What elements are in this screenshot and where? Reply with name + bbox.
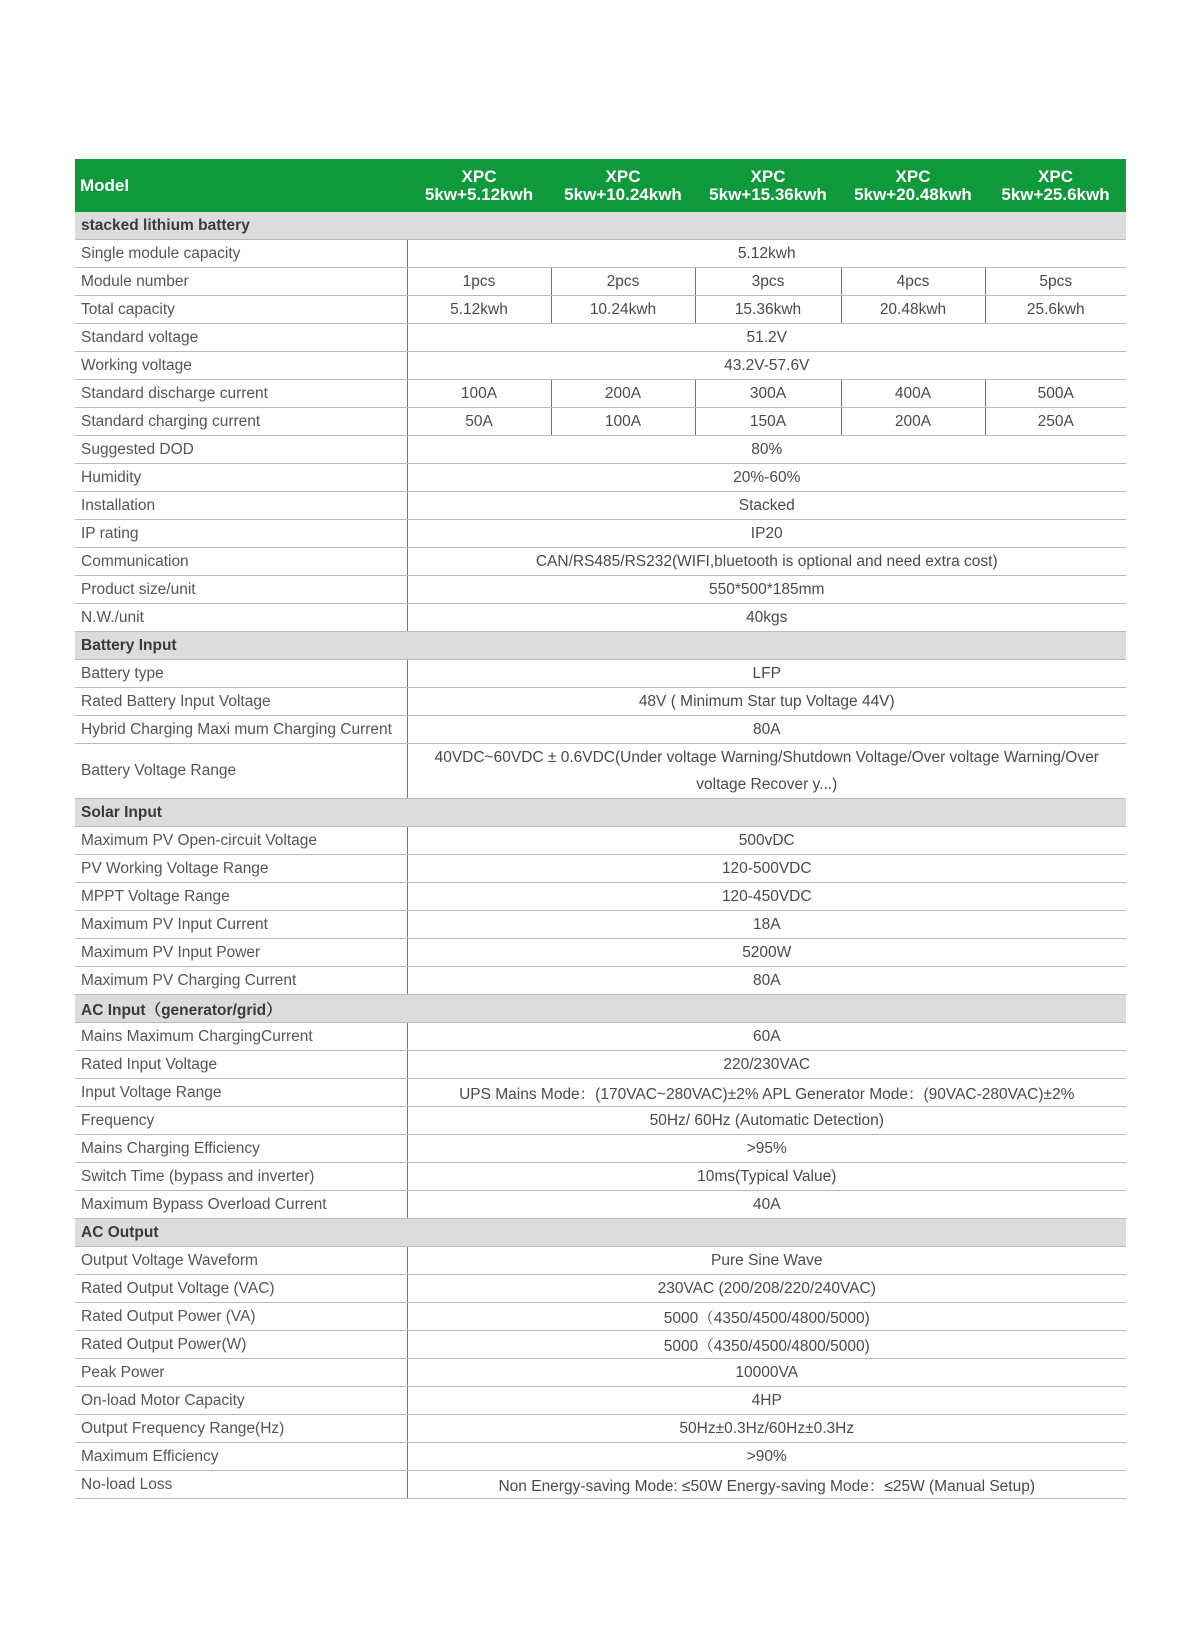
table-row (75, 1415, 1126, 1443)
table-row (75, 1163, 1126, 1191)
table-row (75, 911, 1126, 939)
table-row (75, 380, 1126, 408)
row-value: 1pcs (407, 268, 551, 296)
table-row (75, 1023, 1126, 1051)
row-label: Humidity (75, 464, 407, 492)
row-label: N.W./unit (75, 604, 407, 632)
table-row (75, 1191, 1126, 1219)
row-label: Product size/unit (75, 576, 407, 604)
row-label: Total capacity (75, 296, 407, 324)
row-value-text: 40VDC~60VDC ± 0.6VDC(Under voltage Warning/Shutdown Voltage/Over voltage Warning/Over voltage Recover y...) (434, 749, 1099, 793)
row-value: 15.36kwh (695, 296, 841, 324)
model-config: 5kw+25.6kwh (1001, 184, 1110, 204)
row-value (407, 744, 1126, 799)
table-row (75, 408, 1126, 436)
model-header-2 (551, 159, 695, 212)
table-row (75, 883, 1126, 911)
model-series: XPC (461, 166, 497, 186)
row-label: Rated Battery Input Voltage (75, 688, 407, 716)
row-value: 43.2V-57.6V (407, 352, 1126, 380)
section-title: stacked lithium battery (75, 212, 1126, 240)
row-label: Mains Maximum ChargingCurrent (75, 1023, 407, 1051)
row-label: Maximum PV Charging Current (75, 967, 407, 995)
table-row (75, 716, 1126, 744)
table-row (75, 240, 1126, 268)
row-label: Battery Voltage Range (75, 744, 407, 799)
row-label: Suggested DOD (75, 436, 407, 464)
row-value: Non Energy-saving Mode: ≤50W Energy-saving Mode：≤25W (Manual Setup) (407, 1471, 1126, 1499)
row-label: Input Voltage Range (75, 1079, 407, 1107)
table-row (75, 1331, 1126, 1359)
row-value: 120-450VDC (407, 883, 1126, 911)
row-value: 300A (695, 380, 841, 408)
row-label: Maximum Efficiency (75, 1443, 407, 1471)
row-label: Maximum PV Open-circuit Voltage (75, 827, 407, 855)
row-value: 20%-60% (407, 464, 1126, 492)
row-label: Standard charging current (75, 408, 407, 436)
row-value: 230VAC (200/208/220/240VAC) (407, 1275, 1126, 1303)
row-value: 400A (841, 380, 985, 408)
row-label: Communication (75, 548, 407, 576)
section-title: AC Input（generator/grid） (75, 995, 1126, 1023)
section-header (75, 1219, 1126, 1247)
row-label: Installation (75, 492, 407, 520)
row-value: 220/230VAC (407, 1051, 1126, 1079)
table-row (75, 1247, 1126, 1275)
table-row (75, 827, 1126, 855)
row-label: Maximum PV Input Power (75, 939, 407, 967)
row-value: 5000（4350/4500/4800/5000) (407, 1303, 1126, 1331)
table-row (75, 464, 1126, 492)
table-row (75, 352, 1126, 380)
table-row (75, 1107, 1126, 1135)
model-config: 5kw+15.36kwh (709, 184, 827, 204)
table-row (75, 436, 1126, 464)
row-value: >95% (407, 1135, 1126, 1163)
row-value: 50A (407, 408, 551, 436)
table-row (75, 939, 1126, 967)
section-header (75, 212, 1126, 240)
table-row (75, 548, 1126, 576)
row-label: IP rating (75, 520, 407, 548)
row-value: 80A (407, 716, 1126, 744)
row-value: 51.2V (407, 324, 1126, 352)
row-value: 5pcs (985, 268, 1126, 296)
row-label: Standard voltage (75, 324, 407, 352)
model-series: XPC (895, 166, 931, 186)
row-value: Pure Sine Wave (407, 1247, 1126, 1275)
model-config: 5kw+20.48kwh (854, 184, 972, 204)
row-label: Frequency (75, 1107, 407, 1135)
row-value: UPS Mains Mode：(170VAC~280VAC)±2% APL Generator Mode：(90VAC-280VAC)±2% (407, 1079, 1126, 1107)
row-value: 250A (985, 408, 1126, 436)
row-label: Hybrid Charging Maxi mum Charging Current (75, 716, 407, 744)
table-row (75, 855, 1126, 883)
row-value: 500A (985, 380, 1126, 408)
row-label: Mains Charging Efficiency (75, 1135, 407, 1163)
table-row (75, 296, 1126, 324)
section-header (75, 799, 1126, 827)
row-value: 3pcs (695, 268, 841, 296)
table-row (75, 660, 1126, 688)
table-row (75, 744, 1126, 799)
row-label: Rated Output Power (VA) (75, 1303, 407, 1331)
row-label: Battery type (75, 660, 407, 688)
row-value: Stacked (407, 492, 1126, 520)
row-value: 500vDC (407, 827, 1126, 855)
table-row (75, 1471, 1126, 1499)
row-value: IP20 (407, 520, 1126, 548)
row-value: 200A (551, 380, 695, 408)
row-value: 2pcs (551, 268, 695, 296)
row-value: 20.48kwh (841, 296, 985, 324)
row-value: 4HP (407, 1387, 1126, 1415)
row-value: 50Hz±0.3Hz/60Hz±0.3Hz (407, 1415, 1126, 1443)
table-row (75, 1135, 1126, 1163)
row-label: Standard discharge current (75, 380, 407, 408)
row-value: 80% (407, 436, 1126, 464)
row-value: 100A (407, 380, 551, 408)
table-row (75, 576, 1126, 604)
spec-table (75, 159, 1126, 1499)
table-row (75, 1359, 1126, 1387)
table-row (75, 1303, 1126, 1331)
section-title: Battery Input (75, 632, 1126, 660)
table-row (75, 520, 1126, 548)
row-value: 18A (407, 911, 1126, 939)
section-header (75, 995, 1126, 1023)
row-value: 5000（4350/4500/4800/5000) (407, 1331, 1126, 1359)
model-header-label: Model (75, 159, 407, 212)
row-value: 4pcs (841, 268, 985, 296)
table-row (75, 688, 1126, 716)
row-label: Output Frequency Range(Hz) (75, 1415, 407, 1443)
table-row (75, 1079, 1126, 1107)
row-value: 25.6kwh (985, 296, 1126, 324)
table-row (75, 1443, 1126, 1471)
row-label: Module number (75, 268, 407, 296)
row-value: 60A (407, 1023, 1126, 1051)
row-value: 5.12kwh (407, 240, 1126, 268)
row-value: 120-500VDC (407, 855, 1126, 883)
model-header-4 (841, 159, 985, 212)
row-label: Peak Power (75, 1359, 407, 1387)
row-label: Output Voltage Waveform (75, 1247, 407, 1275)
row-label: Rated Input Voltage (75, 1051, 407, 1079)
table-row (75, 492, 1126, 520)
table-row (75, 1275, 1126, 1303)
row-label: Rated Output Voltage (VAC) (75, 1275, 407, 1303)
section-title: AC Output (75, 1219, 1126, 1247)
row-label: MPPT Voltage Range (75, 883, 407, 911)
row-label: Rated Output Power(W) (75, 1331, 407, 1359)
table-row (75, 1051, 1126, 1079)
table-row (75, 604, 1126, 632)
row-label: Maximum Bypass Overload Current (75, 1191, 407, 1219)
row-value: 10ms(Typical Value) (407, 1163, 1126, 1191)
model-header-5 (985, 159, 1126, 212)
table-row (75, 268, 1126, 296)
row-value: 550*500*185mm (407, 576, 1126, 604)
model-config: 5kw+5.12kwh (424, 184, 534, 204)
table-row (75, 324, 1126, 352)
row-value: CAN/RS485/RS232(WIFI,bluetooth is optional and need extra cost) (407, 548, 1126, 576)
row-label: On-load Motor Capacity (75, 1387, 407, 1415)
row-value: 80A (407, 967, 1126, 995)
row-label: Single module capacity (75, 240, 407, 268)
row-value: 40A (407, 1191, 1126, 1219)
row-value: 40kgs (407, 604, 1126, 632)
model-header-3 (695, 159, 841, 212)
model-series: XPC (750, 166, 786, 186)
table-row (75, 967, 1126, 995)
row-value: 50Hz/ 60Hz (Automatic Detection) (407, 1107, 1126, 1135)
row-value: LFP (407, 660, 1126, 688)
section-title: Solar Input (75, 799, 1126, 827)
row-label: No-load Loss (75, 1471, 407, 1499)
section-header (75, 632, 1126, 660)
row-value: 10000VA (407, 1359, 1126, 1387)
row-label: Working voltage (75, 352, 407, 380)
model-series: XPC (605, 166, 641, 186)
table-row (75, 1387, 1126, 1415)
row-label: Switch Time (bypass and inverter) (75, 1163, 407, 1191)
row-value: 5200W (407, 939, 1126, 967)
header-row (75, 159, 1126, 212)
model-series: XPC (1038, 166, 1073, 186)
row-label: PV Working Voltage Range (75, 855, 407, 883)
row-value: 200A (841, 408, 985, 436)
row-value: 150A (695, 408, 841, 436)
model-config: 5kw+10.24kwh (564, 184, 682, 204)
model-header-1 (407, 159, 551, 212)
row-value: 100A (551, 408, 695, 436)
row-label: Maximum PV Input Current (75, 911, 407, 939)
row-value: 5.12kwh (407, 296, 551, 324)
row-value: 10.24kwh (551, 296, 695, 324)
row-value: >90% (407, 1443, 1126, 1471)
row-value: 48V ( Minimum Star tup Voltage 44V) (407, 688, 1126, 716)
